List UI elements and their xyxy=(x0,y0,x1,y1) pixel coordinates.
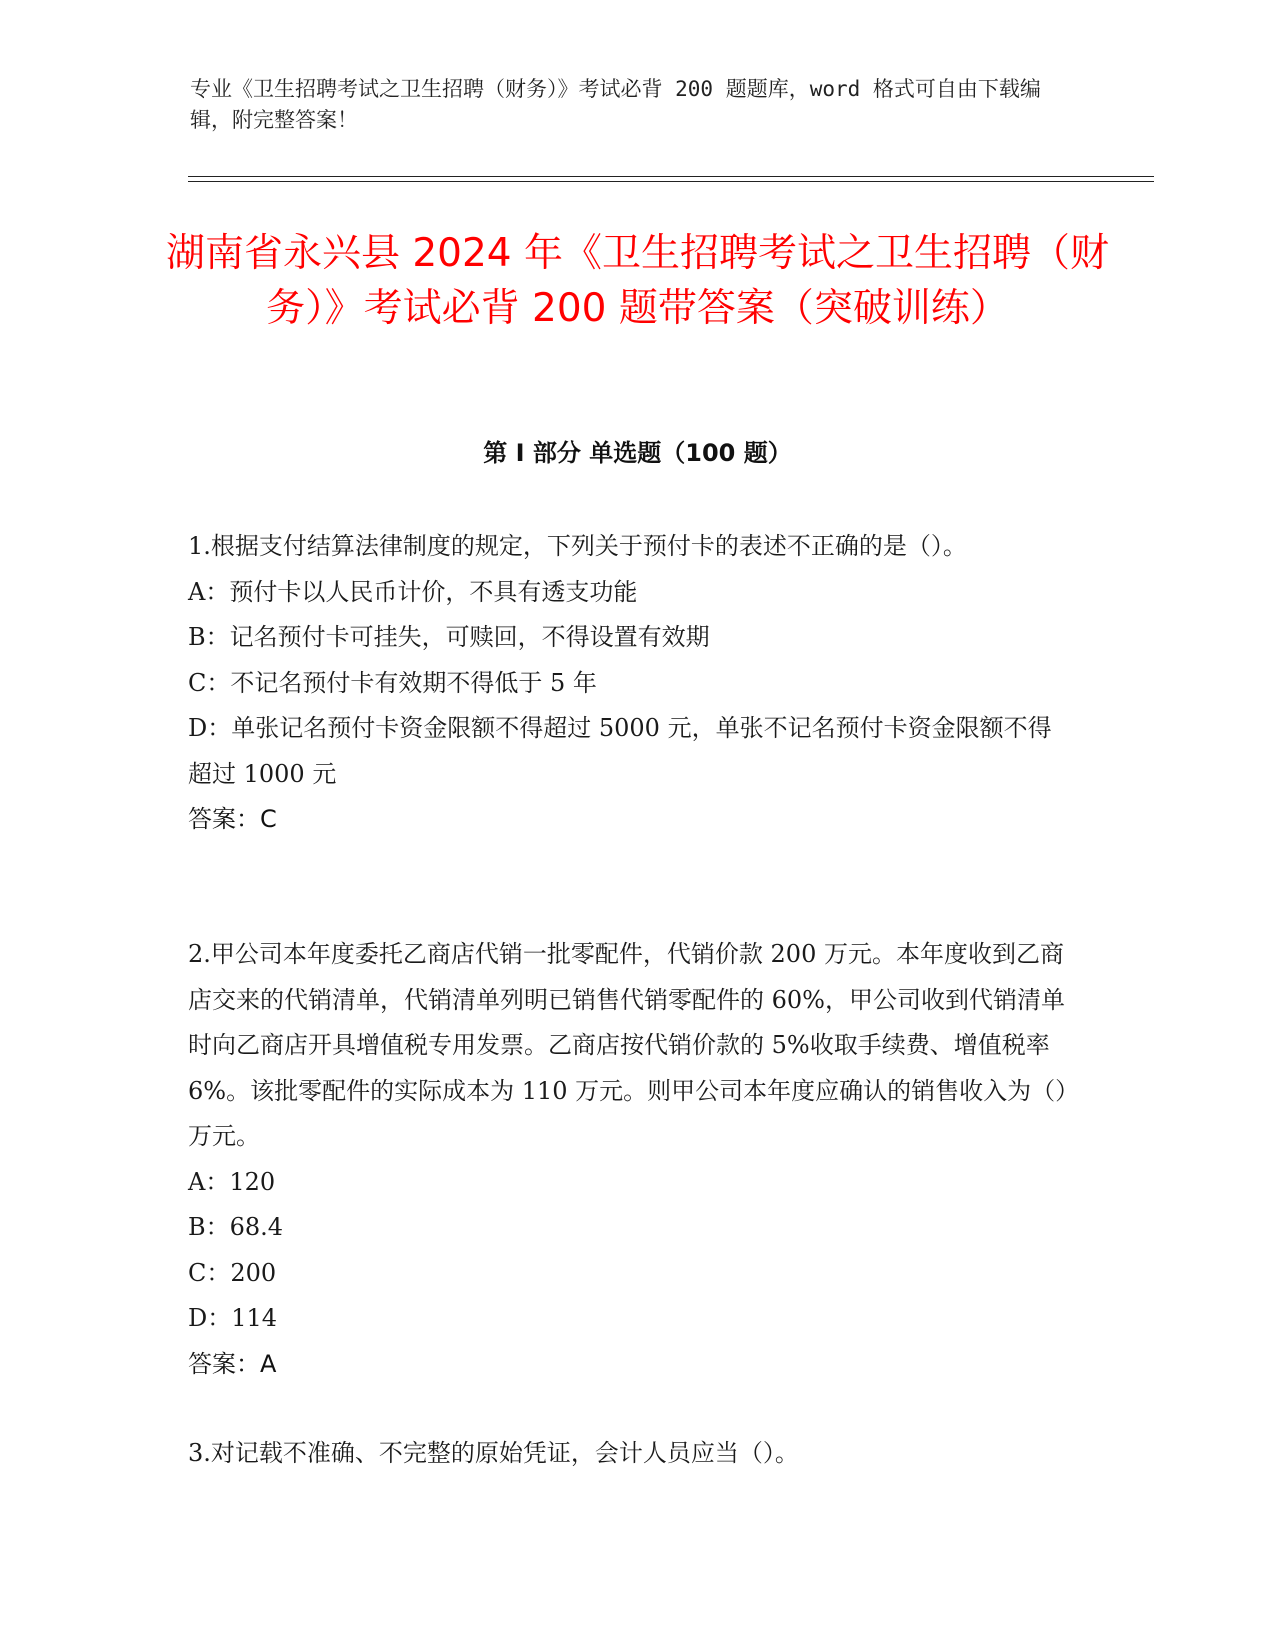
option-c: C：不记名预付卡有效期不得低于 5 年 xyxy=(188,668,597,697)
question-stem: 3.对记载不准确、不完整的原始凭证，会计人员应当（）。 xyxy=(188,1439,799,1467)
header-rule-bottom xyxy=(188,181,1154,182)
answer: 答案：A xyxy=(188,1349,277,1378)
option-d: D：单张记名预付卡资金限额不得超过 5000 元，单张不记名预付卡资金限额不得超过 1000 元 xyxy=(188,714,1052,788)
option-d: D：114 xyxy=(188,1304,278,1332)
question-stem: 2.甲公司本年度委托乙商店代销一批零配件，代销价款 200 万元。本年度收到乙商店交来的代销清单，代销清单列明已销售代销零配件的 60%，甲公司收到代销清单时向乙商店开具增值税专用发票。乙商店按代销价款的 5%收取手续费、增值税率 6%。该批零配件的实际成本为 110 万元。则甲公司本年度应确认的销售收入为（）万元。 xyxy=(188,940,1068,1150)
option-b: B：记名预付卡可挂失，可赎回，不得设置有效期 xyxy=(188,623,710,651)
option-c: C：200 xyxy=(188,1258,277,1287)
question-3 xyxy=(188,1431,1068,1477)
document-title: 湖南省永兴县 2024 年《卫生招聘考试之卫生招聘（财务）》考试必背 200 题带答案（突破训练） xyxy=(165,231,1110,331)
question-1 xyxy=(188,524,1068,843)
header-rule-top xyxy=(188,176,1154,177)
section-heading: 第 I 部分 单选题（100 题） xyxy=(483,439,792,467)
option-a: A：预付卡以人民币计价，不具有透支功能 xyxy=(188,577,638,606)
intro-text: 专业《卫生招聘考试之卫生招聘（财务）》考试必背 200 题题库，word 格式可自由下载编辑，附完整答案！ xyxy=(190,77,1041,132)
answer: 答案：C xyxy=(188,805,277,833)
question-2 xyxy=(188,932,1068,1387)
option-a: A：120 xyxy=(188,1167,276,1196)
question-stem: 1.根据支付结算法律制度的规定，下列关于预付卡的表述不正确的是（）。 xyxy=(188,532,967,560)
option-b: B：68.4 xyxy=(188,1213,284,1241)
